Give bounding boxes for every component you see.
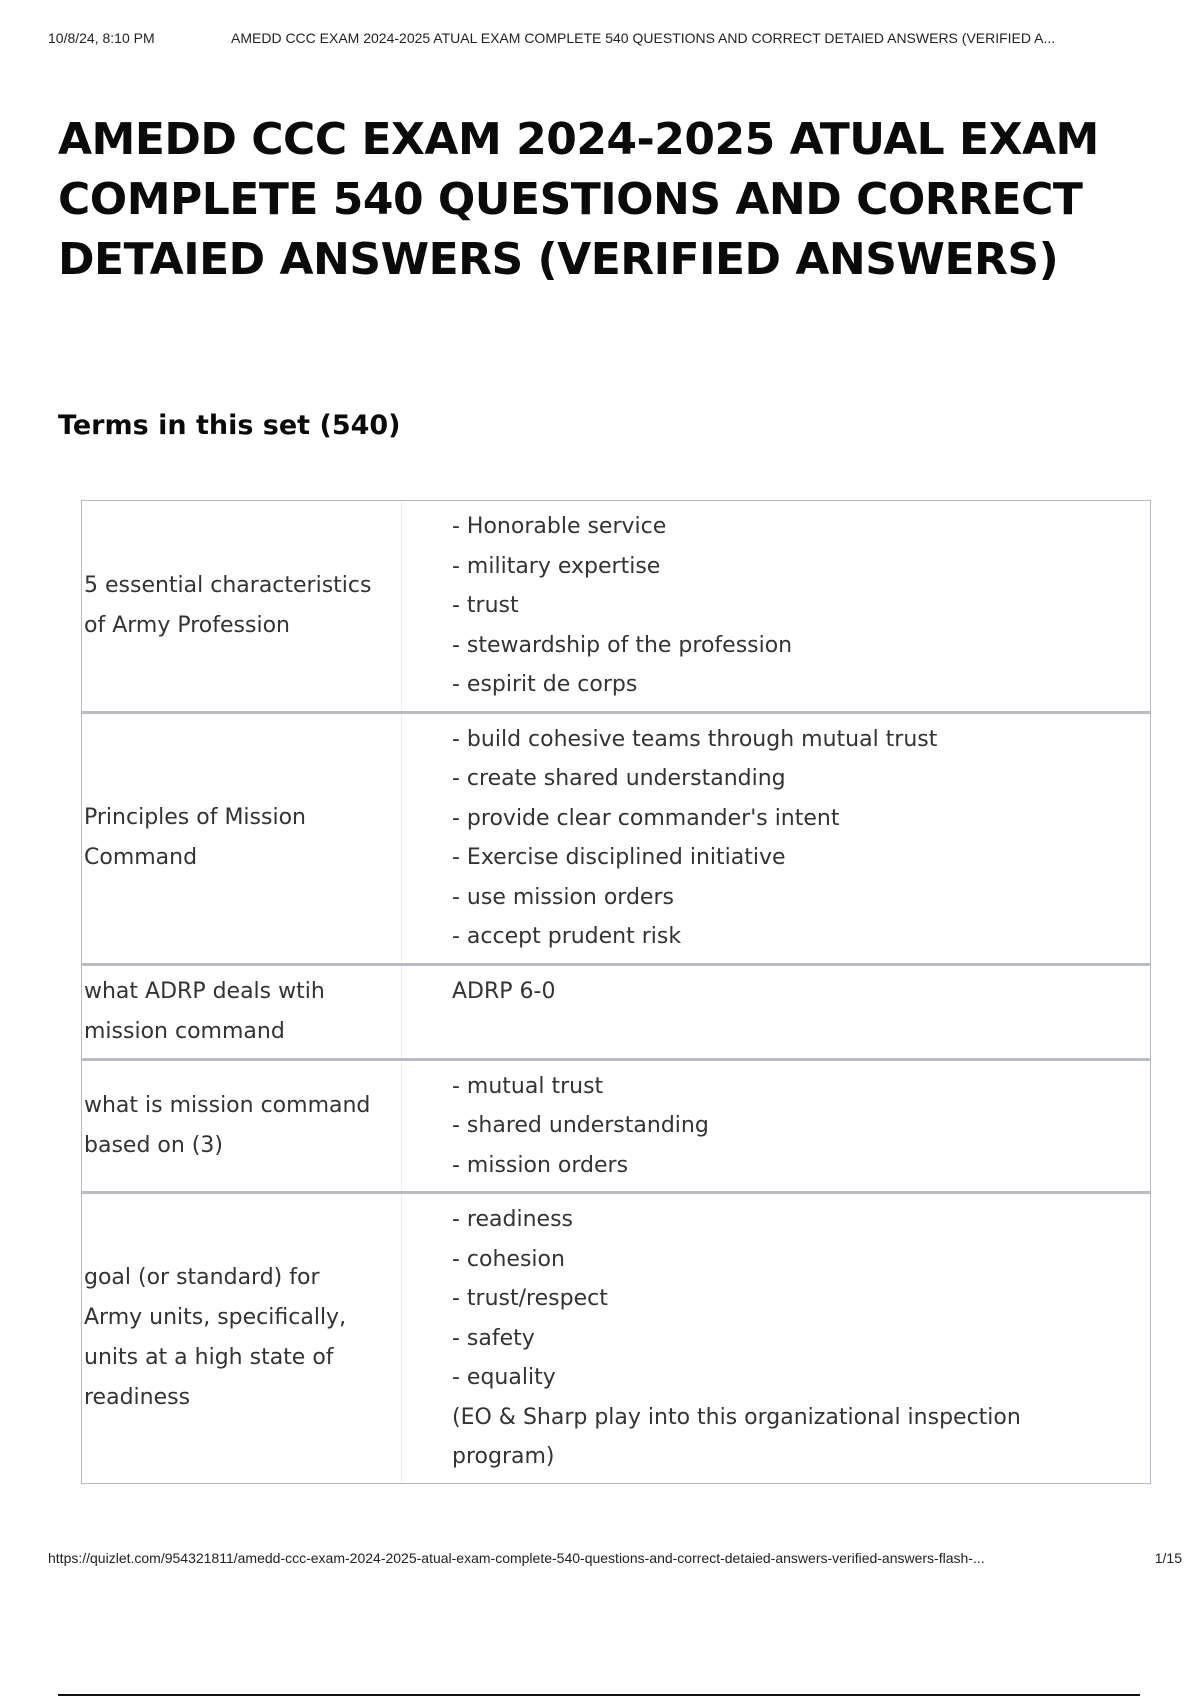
definition-line: - Exercise disciplined initiative	[452, 845, 786, 870]
term-cell	[82, 501, 402, 711]
definition-line: - shared understanding	[452, 1113, 709, 1138]
term-cell	[82, 1194, 402, 1483]
definition-line: - build cohesive teams through mutual trust	[452, 726, 938, 752]
term-row	[82, 1194, 1150, 1483]
definition-line: - use mission orders	[452, 884, 674, 910]
print-footer	[48, 1550, 1182, 1570]
term-text: goal (or standard) for Army units, specifically, units at a high state of readiness	[84, 1265, 347, 1411]
definition-line: (EO & Sharp play into this organizational inspection program)	[452, 1404, 1021, 1469]
definition-line: - safety	[452, 1325, 535, 1351]
term-cell	[82, 966, 402, 1058]
definition-line: ADRP 6-0	[452, 978, 556, 1004]
definition-line: - accept prudent risk	[452, 924, 682, 949]
page-number: 1/15	[1154, 1550, 1182, 1566]
definition-line: - mutual trust	[452, 1073, 604, 1099]
definition-line: - stewardship of the profession	[452, 632, 793, 658]
definition-line: - equality	[452, 1365, 556, 1390]
term-text: Principles of Mission Command	[84, 805, 306, 870]
bottom-divider	[58, 1694, 1140, 1696]
definition-cell	[402, 714, 1150, 963]
definition-cell	[402, 966, 1150, 1058]
term-row	[82, 1061, 1150, 1195]
print-datetime: 10/8/24, 8:10 PM	[48, 30, 155, 46]
definition-cell	[402, 501, 1150, 711]
definition-line: - cohesion	[452, 1246, 565, 1272]
print-url: https://quizlet.com/954321811/amedd-ccc-exam-2024-2025-atual-exam-complete-540-questions-and-correct-detaied-answers-verified-answers-flash-...	[48, 1550, 985, 1566]
term-cell	[82, 1061, 402, 1192]
definition-line: - readiness	[452, 1207, 573, 1232]
terms-table	[81, 500, 1151, 1484]
definition-line: - Honorable service	[452, 514, 667, 539]
page-title: AMEDD CCC EXAM 2024-2025 ATUAL EXAM COMPLETE 540 QUESTIONS AND CORRECT DETAIED ANSWERS (VERIFIED ANSWERS)	[58, 114, 1099, 285]
definition-line: - espirit de corps	[452, 672, 638, 697]
definition-cell	[402, 1061, 1150, 1192]
definition-line: - create shared understanding	[452, 766, 786, 791]
definition-line: - mission orders	[452, 1152, 629, 1178]
print-header	[48, 30, 1176, 50]
term-text: what is mission command based on (3)	[84, 1092, 371, 1158]
term-text: 5 essential characteristics of Army Profession	[84, 572, 372, 638]
term-cell	[82, 714, 402, 963]
terms-set-heading: Terms in this set (540)	[58, 410, 401, 441]
term-text: what ADRP deals wtih mission command	[84, 978, 325, 1044]
term-row	[82, 501, 1150, 714]
term-row	[82, 714, 1150, 966]
definition-line: - trust	[452, 593, 519, 618]
definition-line: - provide clear commander's intent	[452, 805, 840, 831]
term-row	[82, 966, 1150, 1061]
definition-line: - military expertise	[452, 553, 661, 579]
definition-line: - trust/respect	[452, 1286, 608, 1311]
definition-cell	[402, 1194, 1150, 1483]
print-doc-title: AMEDD CCC EXAM 2024-2025 ATUAL EXAM COMPLETE 540 QUESTIONS AND CORRECT DETAIED ANSWERS (VERIFIED A...	[231, 30, 1056, 46]
